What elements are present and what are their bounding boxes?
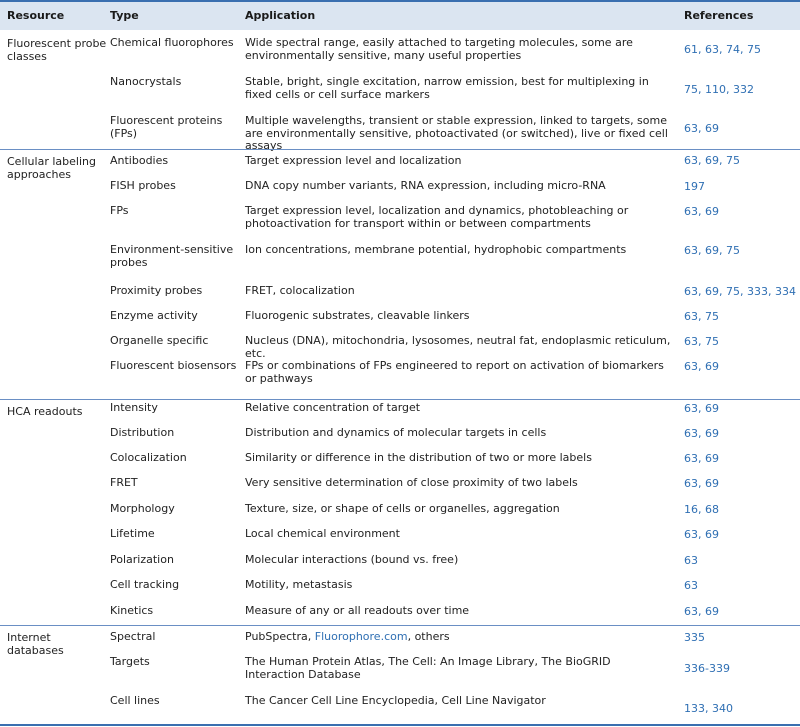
references-cell[interactable]: 63, 69 (684, 477, 719, 490)
table-header (0, 0, 800, 30)
type-cell: Nanocrystals (110, 75, 182, 88)
references-cell[interactable]: 63, 69 (684, 402, 719, 415)
references-cell[interactable]: 63, 69, 75, 333, 334 (684, 285, 796, 298)
type-cell: Kinetics (110, 604, 154, 617)
application-cell: Molecular interactions (bound vs. free) (245, 553, 459, 566)
header-resource: Resource (7, 9, 65, 22)
application-cell: Motility, metastasis (245, 578, 353, 591)
references-cell[interactable]: 63 (684, 554, 698, 567)
type-cell: Polarization (110, 553, 174, 566)
application-cell: Multiple wavelengths, transient or stable expression, linked to targets, some are environmentally sensitive, photoactivated (or switched), live or fixed cell assays (245, 114, 668, 152)
header-application: Application (245, 9, 316, 22)
application-cell: DNA copy number variants, RNA expression, including micro-RNA (245, 179, 606, 192)
application-cell: The Human Protein Atlas, The Cell: An Image Library, The BioGRID Interaction Database (245, 655, 611, 681)
group-1 (0, 149, 800, 399)
type-cell: Lifetime (110, 527, 155, 540)
application-text: PubSpectra, (245, 630, 315, 643)
references-cell[interactable]: 63, 69 (684, 528, 719, 541)
type-cell: FRET (110, 476, 138, 489)
application-cell: FPs or combinations of FPs engineered to report on activation of biomarkers or pathways (245, 359, 664, 385)
references-cell[interactable]: 63, 69 (684, 122, 719, 135)
references-cell[interactable]: 197 (684, 180, 705, 193)
references-cell[interactable]: 336-339 (684, 662, 730, 675)
group-resource-label: Internet databases (7, 631, 64, 657)
group-resource-label: HCA readouts (7, 405, 83, 418)
references-cell[interactable]: 63, 69 (684, 205, 719, 218)
type-cell: Distribution (110, 426, 175, 439)
type-cell: Organelle specific (110, 334, 209, 347)
type-cell: Cell tracking (110, 578, 180, 591)
application-cell: Measure of any or all readouts over time (245, 604, 470, 617)
type-cell: Targets (110, 655, 150, 668)
application-cell: FRET, colocalization (245, 284, 355, 297)
table-bottom-rule (0, 724, 800, 726)
fluorophore-link[interactable]: Fluorophore.com (314, 630, 408, 643)
references-cell[interactable]: 63, 69 (684, 427, 719, 440)
header-references: References (684, 9, 754, 22)
type-cell: Proximity probes (110, 284, 203, 297)
group-resource-label: Cellular labeling approaches (7, 155, 96, 181)
application-cell: Similarity or difference in the distribution of two or more labels (245, 451, 592, 464)
references-cell[interactable]: 63, 75 (684, 310, 719, 323)
references-cell[interactable]: 63, 75 (684, 335, 719, 348)
application-cell: Very sensitive determination of close proximity of two labels (245, 476, 578, 489)
references-cell[interactable]: 335 (684, 631, 705, 644)
references-cell[interactable]: 61, 63, 74, 75 (684, 43, 761, 56)
application-text: , others (407, 630, 450, 643)
type-cell: Chemical fluorophores (110, 36, 234, 49)
application-cell: Nucleus (DNA), mitochondria, lysosomes, neutral fat, endoplasmic reticulum, etc. (245, 334, 671, 360)
group-3 (0, 625, 800, 724)
references-cell[interactable]: 16, 68 (684, 503, 719, 516)
type-cell: Cell lines (110, 694, 160, 707)
type-cell: Antibodies (110, 154, 169, 167)
type-cell: Morphology (110, 502, 175, 515)
type-cell: Fluorescent proteins (FPs) (110, 114, 223, 140)
type-cell: Spectral (110, 630, 156, 643)
type-cell: Fluorescent biosensors (110, 359, 237, 372)
type-cell: Colocalization (110, 451, 187, 464)
type-cell: FPs (110, 204, 129, 217)
application-cell: Ion concentrations, membrane potential, hydrophobic compartments (245, 243, 627, 256)
references-cell[interactable]: 75, 110, 332 (684, 83, 754, 96)
header-type: Type (110, 9, 139, 22)
type-cell: Enzyme activity (110, 309, 198, 322)
application-cell: Target expression level, localization and dynamics, photobleaching or photoactivation for transport within or between compartments (245, 204, 629, 230)
group-0 (0, 31, 800, 152)
application-cell (245, 631, 673, 644)
references-cell[interactable]: 63, 69 (684, 605, 719, 618)
application-cell: Local chemical environment (245, 527, 400, 540)
type-cell: FISH probes (110, 179, 176, 192)
group-resource-label: Fluorescent probe classes (7, 37, 107, 63)
references-cell[interactable]: 63, 69, 75 (684, 154, 740, 167)
group-2 (0, 399, 800, 625)
application-cell: Distribution and dynamics of molecular targets in cells (245, 426, 547, 439)
type-cell: Intensity (110, 401, 158, 414)
references-cell[interactable]: 133, 340 (684, 702, 733, 715)
application-cell: Fluorogenic substrates, cleavable linkers (245, 309, 470, 322)
application-cell: Target expression level and localization (245, 154, 462, 167)
application-cell: Relative concentration of target (245, 401, 421, 414)
application-cell: The Cancer Cell Line Encyclopedia, Cell Line Navigator (245, 694, 546, 707)
application-cell: Wide spectral range, easily attached to targeting molecules, some are environmentally sensitive, many useful properties (245, 36, 633, 62)
type-cell: Environment-sensitive probes (110, 243, 234, 269)
references-cell[interactable]: 63, 69 (684, 452, 719, 465)
application-cell: Texture, size, or shape of cells or organelles, aggregation (245, 502, 560, 515)
references-cell[interactable]: 63, 69 (684, 360, 719, 373)
application-cell: Stable, bright, single excitation, narrow emission, best for multiplexing in fixed cells or cell surface markers (245, 75, 649, 101)
references-cell[interactable]: 63, 69, 75 (684, 244, 740, 257)
references-cell[interactable]: 63 (684, 579, 698, 592)
